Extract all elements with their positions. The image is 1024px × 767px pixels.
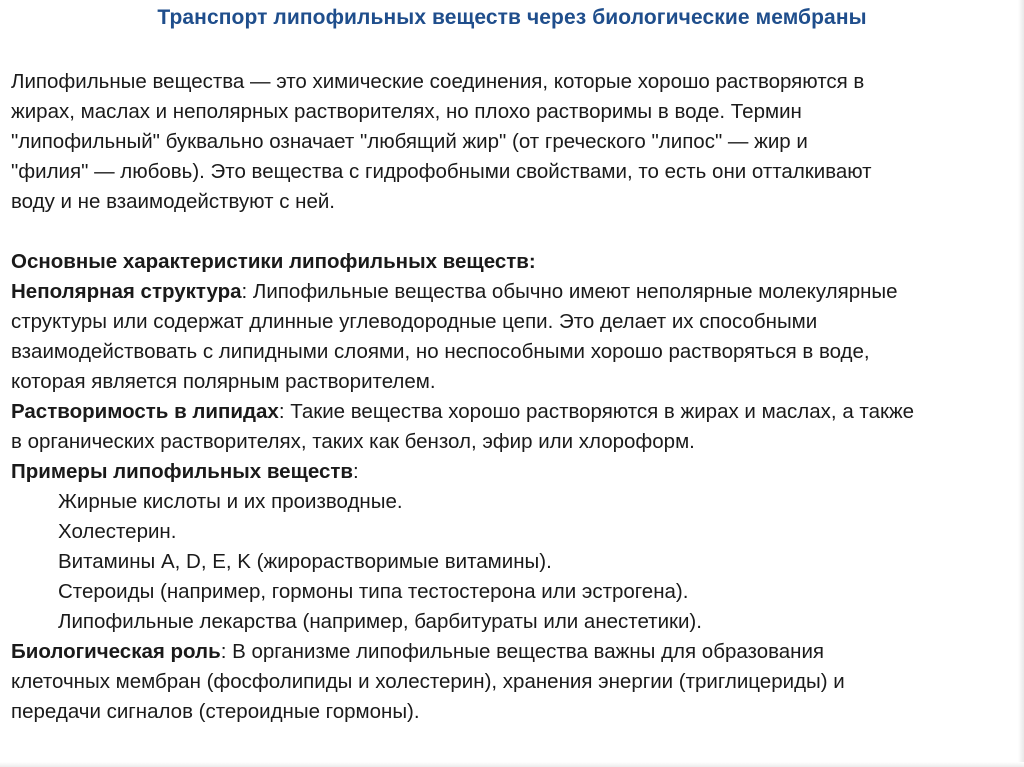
slide-bottom-edge — [0, 762, 1024, 767]
example-item: Стероиды (например, гормоны типа тестостерона или эстрогена). — [58, 580, 689, 603]
slide-title: Транспорт липофильных веществ через биологические мембраны — [157, 6, 867, 29]
example-item: Витамины A, D, E, K (жирорастворимые витамины). — [58, 550, 552, 573]
nonpolar-line: которая является полярным растворителем. — [11, 370, 436, 393]
section-heading: Основные характеристики липофильных веществ: — [11, 250, 536, 273]
slide-content — [11, 67, 1011, 727]
intro-paragraph — [11, 67, 1011, 217]
examples-heading — [11, 457, 1011, 487]
intro-line: жирах, маслах и неполярных растворителях, но плохо растворимы в воде. Термин — [11, 100, 802, 123]
solubility-text: : Такие вещества хорошо растворяются в жирах и маслах, а также — [278, 400, 915, 423]
intro-line: Липофильные вещества — это химические соединения, которые хорошо растворяются в — [11, 70, 865, 93]
examples-paragraph — [11, 457, 1011, 637]
solubility-line — [11, 397, 1011, 427]
nonpolar-line: взаимодействовать с липидными слоями, но неспособными хорошо растворяться в воде, — [11, 340, 870, 363]
intro-line: "липофильный" буквально означает "любящий жир" (от греческого "липос" — жир и — [11, 130, 808, 153]
examples-colon: : — [353, 460, 359, 483]
example-item: Жирные кислоты и их производные. — [58, 490, 403, 513]
role-line: клеточных мембран (фосфолипиды и холестерин), хранения энергии (триглицериды) и — [11, 670, 845, 693]
intro-line: воду и не взаимодействуют с ней. — [11, 190, 336, 213]
nonpolar-paragraph — [11, 277, 1011, 397]
examples-term: Примеры липофильных веществ — [11, 460, 354, 483]
paragraph-gap — [11, 217, 1011, 247]
nonpolar-term: Неполярная структура — [11, 280, 242, 303]
solubility-line: в органических растворителях, таких как бензол, эфир или хлороформ. — [11, 430, 695, 453]
slide-right-edge — [1018, 0, 1024, 767]
role-line — [11, 637, 1011, 667]
nonpolar-line — [11, 277, 1011, 307]
example-item: Липофильные лекарства (например, барбитураты или анестетики). — [58, 610, 702, 633]
solubility-paragraph — [11, 397, 1011, 457]
nonpolar-text: : Липофильные вещества обычно имеют неполярные молекулярные — [241, 280, 898, 303]
role-paragraph — [11, 637, 1011, 727]
nonpolar-line: структуры или содержат длинные углеводородные цепи. Это делает их способными — [11, 310, 818, 333]
solubility-term: Растворимость в липидах — [11, 400, 279, 423]
role-line: передачи сигналов (стероидные гормоны). — [11, 700, 420, 723]
role-term: Биологическая роль — [11, 640, 221, 663]
role-text: : В организме липофильные вещества важны для образования — [220, 640, 825, 663]
example-item: Холестерин. — [58, 520, 177, 543]
intro-line: "филия" — любовь). Это вещества с гидрофобными свойствами, то есть они отталкивают — [11, 160, 872, 183]
